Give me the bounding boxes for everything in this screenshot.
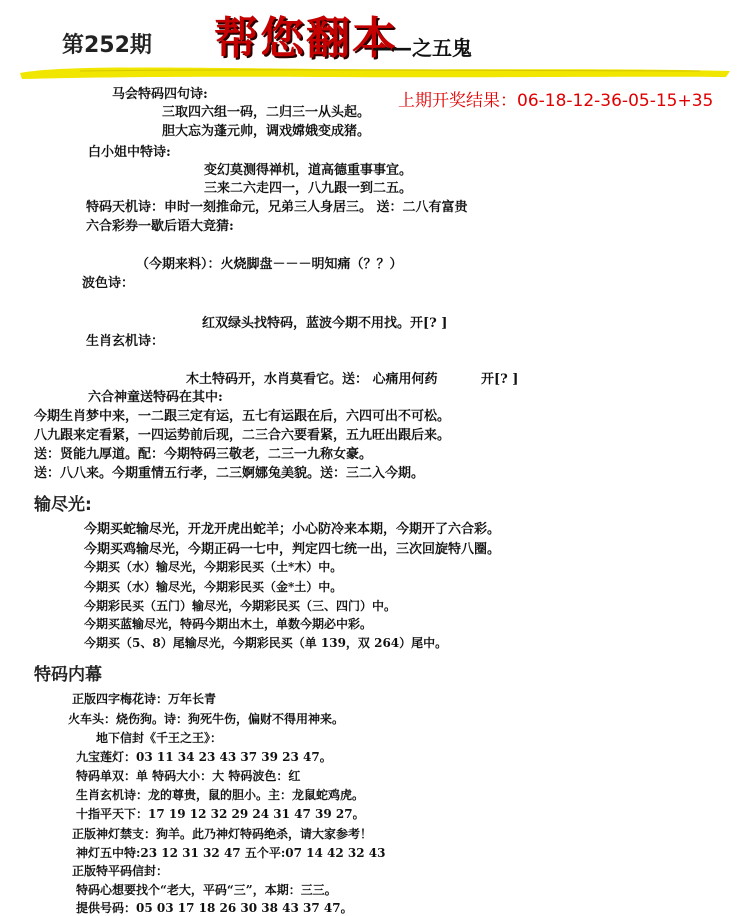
- section-heading-lose-all: 输尽光:: [34, 495, 92, 515]
- prodigy-line: 今期生肖梦中来，一二跟三定有运，五七有运跟在后，六四可出不可松。: [34, 409, 451, 424]
- wave-color-line: 红双绿头找特码，蓝波今期不用找。开[? ]: [202, 316, 448, 331]
- insider-line: 正版四字梅花诗：万年长青: [72, 692, 217, 706]
- verse-line: 变幻莫测得禅机，道高德重事事宜。: [204, 163, 413, 178]
- verse-line: 三取四六组一码，二归三一从头起。: [162, 105, 371, 120]
- insider-line: 十指平天下：17 19 12 32 29 24 31 47 39 27。: [76, 807, 365, 821]
- insider-line: 特码单双：单 特码大小：大 特码波色：红: [76, 769, 301, 783]
- insider-line: 正版神灯禁支：狗羊。此乃神灯特码绝杀，请大家参考！: [72, 827, 373, 841]
- section-heading-riddle: 六合彩券一歇后语大竞猜:: [86, 219, 234, 234]
- lose-all-line: 今期买蛇输尽光，开龙开虎出蛇羊；小心防冷来本期，今期开了六合彩。: [84, 522, 501, 537]
- page-title: 帮您翻本: [214, 13, 398, 64]
- insider-line: 九宝莲灯：03 11 34 23 43 37 39 23 47。: [76, 750, 332, 764]
- zodiac-verse-tail: 开[? ]: [481, 372, 519, 387]
- lose-all-line: 今期彩民买（五门）输尽光，今期彩民买（三、四门）中。: [84, 599, 397, 613]
- lose-all-line: 今期买蓝输尽光，特码今期出木土，单数今期必中彩。: [84, 617, 373, 631]
- page-subtitle: ——之五鬼: [372, 36, 472, 60]
- zodiac-verse-line: 木土特码开，水肖莫看它。送： 心痛用何药: [186, 372, 438, 387]
- riddle-line: （今期来料）：火烧脚盘－－－明知痛（？？）: [136, 257, 403, 272]
- tianji-verse-line: 特码天机诗：申时一刻推命元，兄弟三人身居三。 送：二八有富贵: [86, 200, 468, 215]
- insider-line: 地下信封《千王之王》：: [96, 731, 223, 745]
- issue-number: 第252期: [62, 33, 152, 58]
- lose-all-line: 今期买（水）输尽光，今期彩民买（金*土）中。: [84, 580, 343, 594]
- section-heading-four-verse: 马会特码四句诗:: [112, 87, 208, 102]
- insider-line: 特码心想要找个“老大，平码“三”，本期：三三。: [76, 883, 337, 897]
- section-heading-child-prodigy: 六合神童送特码在其中:: [88, 390, 223, 405]
- insider-line: 火车头：烧伤狗。诗：狗死牛伤，偏财不得用神来。: [68, 712, 345, 726]
- lose-all-line: 今期买鸡输尽光，今期正码一七中，判定四七统一出，三次回旋特八圈。: [84, 542, 501, 557]
- brush-stroke-divider: [20, 64, 730, 80]
- lose-all-line: 今期买（水）输尽光，今期彩民买（土*木）中。: [84, 560, 343, 574]
- insider-line: 生肖玄机诗：龙的尊贵，鼠的胆小。主：龙鼠蛇鸡虎。: [76, 788, 365, 802]
- insider-line: 提供号码：05 03 17 18 26 30 38 43 37 47。: [76, 901, 353, 915]
- prodigy-line: 送：八八来。今期重情五行孝，二三婀娜兔美貌。送：三二入今期。: [34, 466, 425, 481]
- prodigy-line: 八九跟来定看紧，一四运势前后现，二三合六要看紧，五九旺出跟后来。: [34, 428, 451, 443]
- verse-line: 胆大忘为蓬元帅，调戏嫦娥变成猪。: [162, 124, 371, 139]
- last-result: 上期开奖结果：06-18-12-36-05-15+35: [398, 91, 714, 111]
- section-heading-white-lady: 白小姐中特诗:: [88, 145, 171, 160]
- wave-color-label: 波色诗：: [82, 276, 135, 291]
- verse-line: 三来二六走四一，八九跟一到二五。: [204, 181, 413, 196]
- insider-line: 正版特平码信封：: [72, 864, 169, 878]
- lose-all-line: 今期买（5、8）尾输尽光，今期彩民买（单 139，双 264）尾中。: [84, 636, 448, 650]
- insider-line: 神灯五中特:23 12 31 32 47 五个平:07 14 42 32 43: [76, 846, 386, 860]
- section-heading-insider: 特码内幕: [34, 665, 102, 685]
- prodigy-line: 送：贤能九厚道。配：今期特码三敬老，二三一九称女豪。: [34, 447, 373, 462]
- zodiac-verse-label: 生肖玄机诗：: [86, 334, 165, 349]
